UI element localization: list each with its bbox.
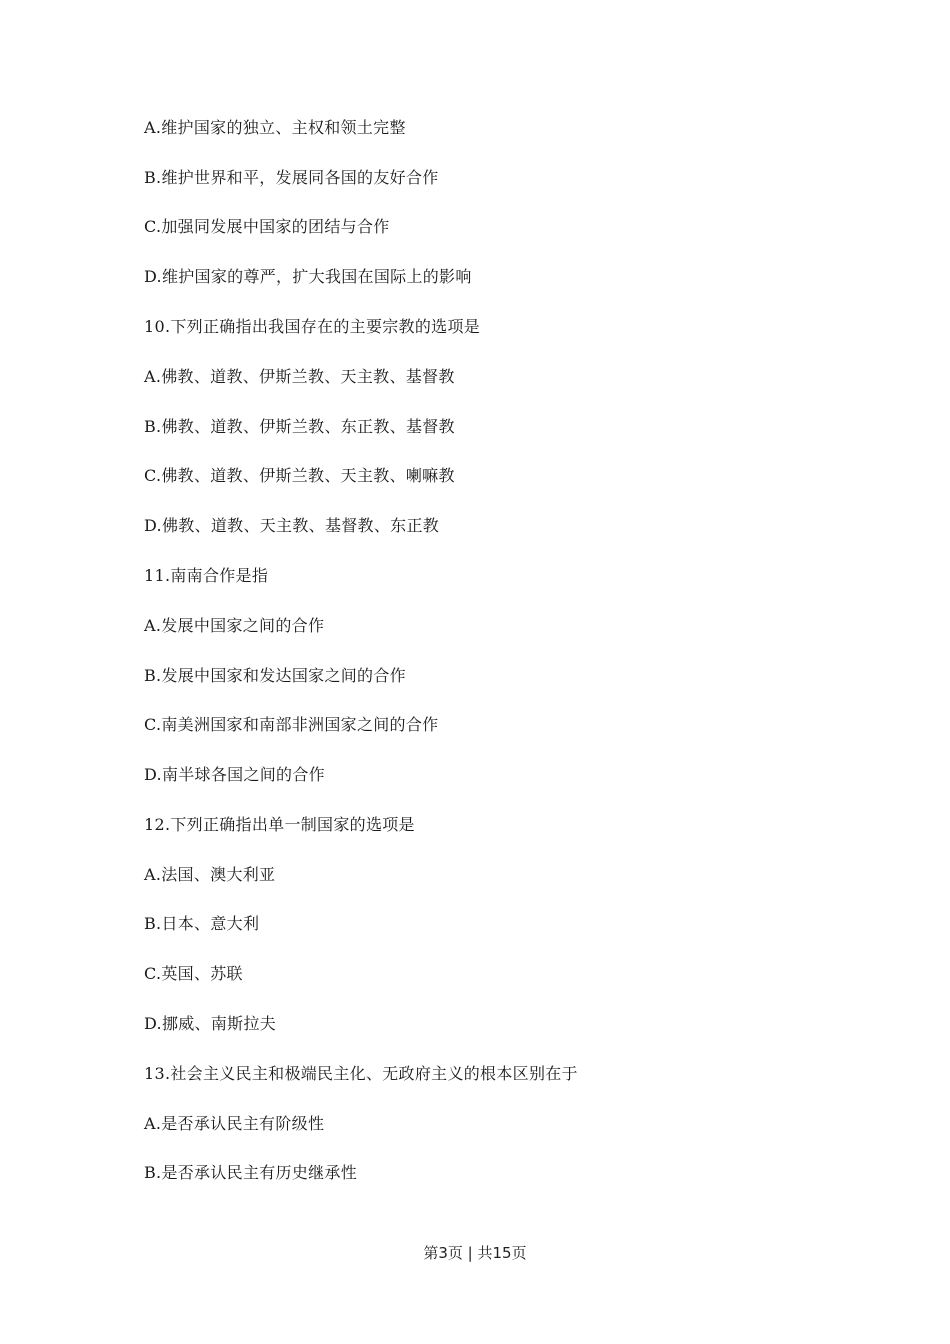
option-11c: C.南美洲国家和南部非洲国家之间的合作 (144, 715, 439, 734)
option-11a: A.发展中国家之间的合作 (144, 616, 325, 635)
option-11d: D.南半球各国之间的合作 (144, 765, 325, 784)
option-9b: B.维护世界和平，发展同各国的友好合作 (144, 168, 439, 187)
question-10: 10.下列正确指出我国存在的主要宗教的选项是 (144, 317, 481, 336)
option-10b: B.佛教、道教、伊斯兰教、东正教、基督教 (144, 417, 455, 436)
option-12a: A.法国、澳大利亚 (144, 865, 276, 884)
option-12d: D.挪威、南斯拉夫 (144, 1014, 277, 1033)
option-9d: D.维护国家的尊严，扩大我国在国际上的影响 (144, 267, 472, 286)
option-11b: B.发展中国家和发达国家之间的合作 (144, 666, 406, 685)
option-12c: C.英国、苏联 (144, 964, 243, 983)
option-10c: C.佛教、道教、伊斯兰教、天主教、喇嘛教 (144, 466, 455, 485)
option-10a: A.佛教、道教、伊斯兰教、天主教、基督教 (144, 367, 455, 386)
question-12: 12.下列正确指出单一制国家的选项是 (144, 815, 415, 834)
question-13: 13.社会主义民主和极端民主化、无政府主义的根本区别在于 (144, 1064, 578, 1083)
option-13b: B.是否承认民主有历史继承性 (144, 1163, 358, 1182)
option-12b: B.日本、意大利 (144, 914, 260, 933)
page-footer: 第3页 | 共15页 (423, 1244, 527, 1262)
option-9c: C.加强同发展中国家的团结与合作 (144, 217, 390, 236)
option-10d: D.佛教、道教、天主教、基督教、东正教 (144, 516, 440, 535)
question-11: 11.南南合作是指 (144, 566, 269, 585)
option-9a: A.维护国家的独立、主权和领土完整 (144, 118, 406, 137)
option-13a: A.是否承认民主有阶级性 (144, 1114, 325, 1133)
